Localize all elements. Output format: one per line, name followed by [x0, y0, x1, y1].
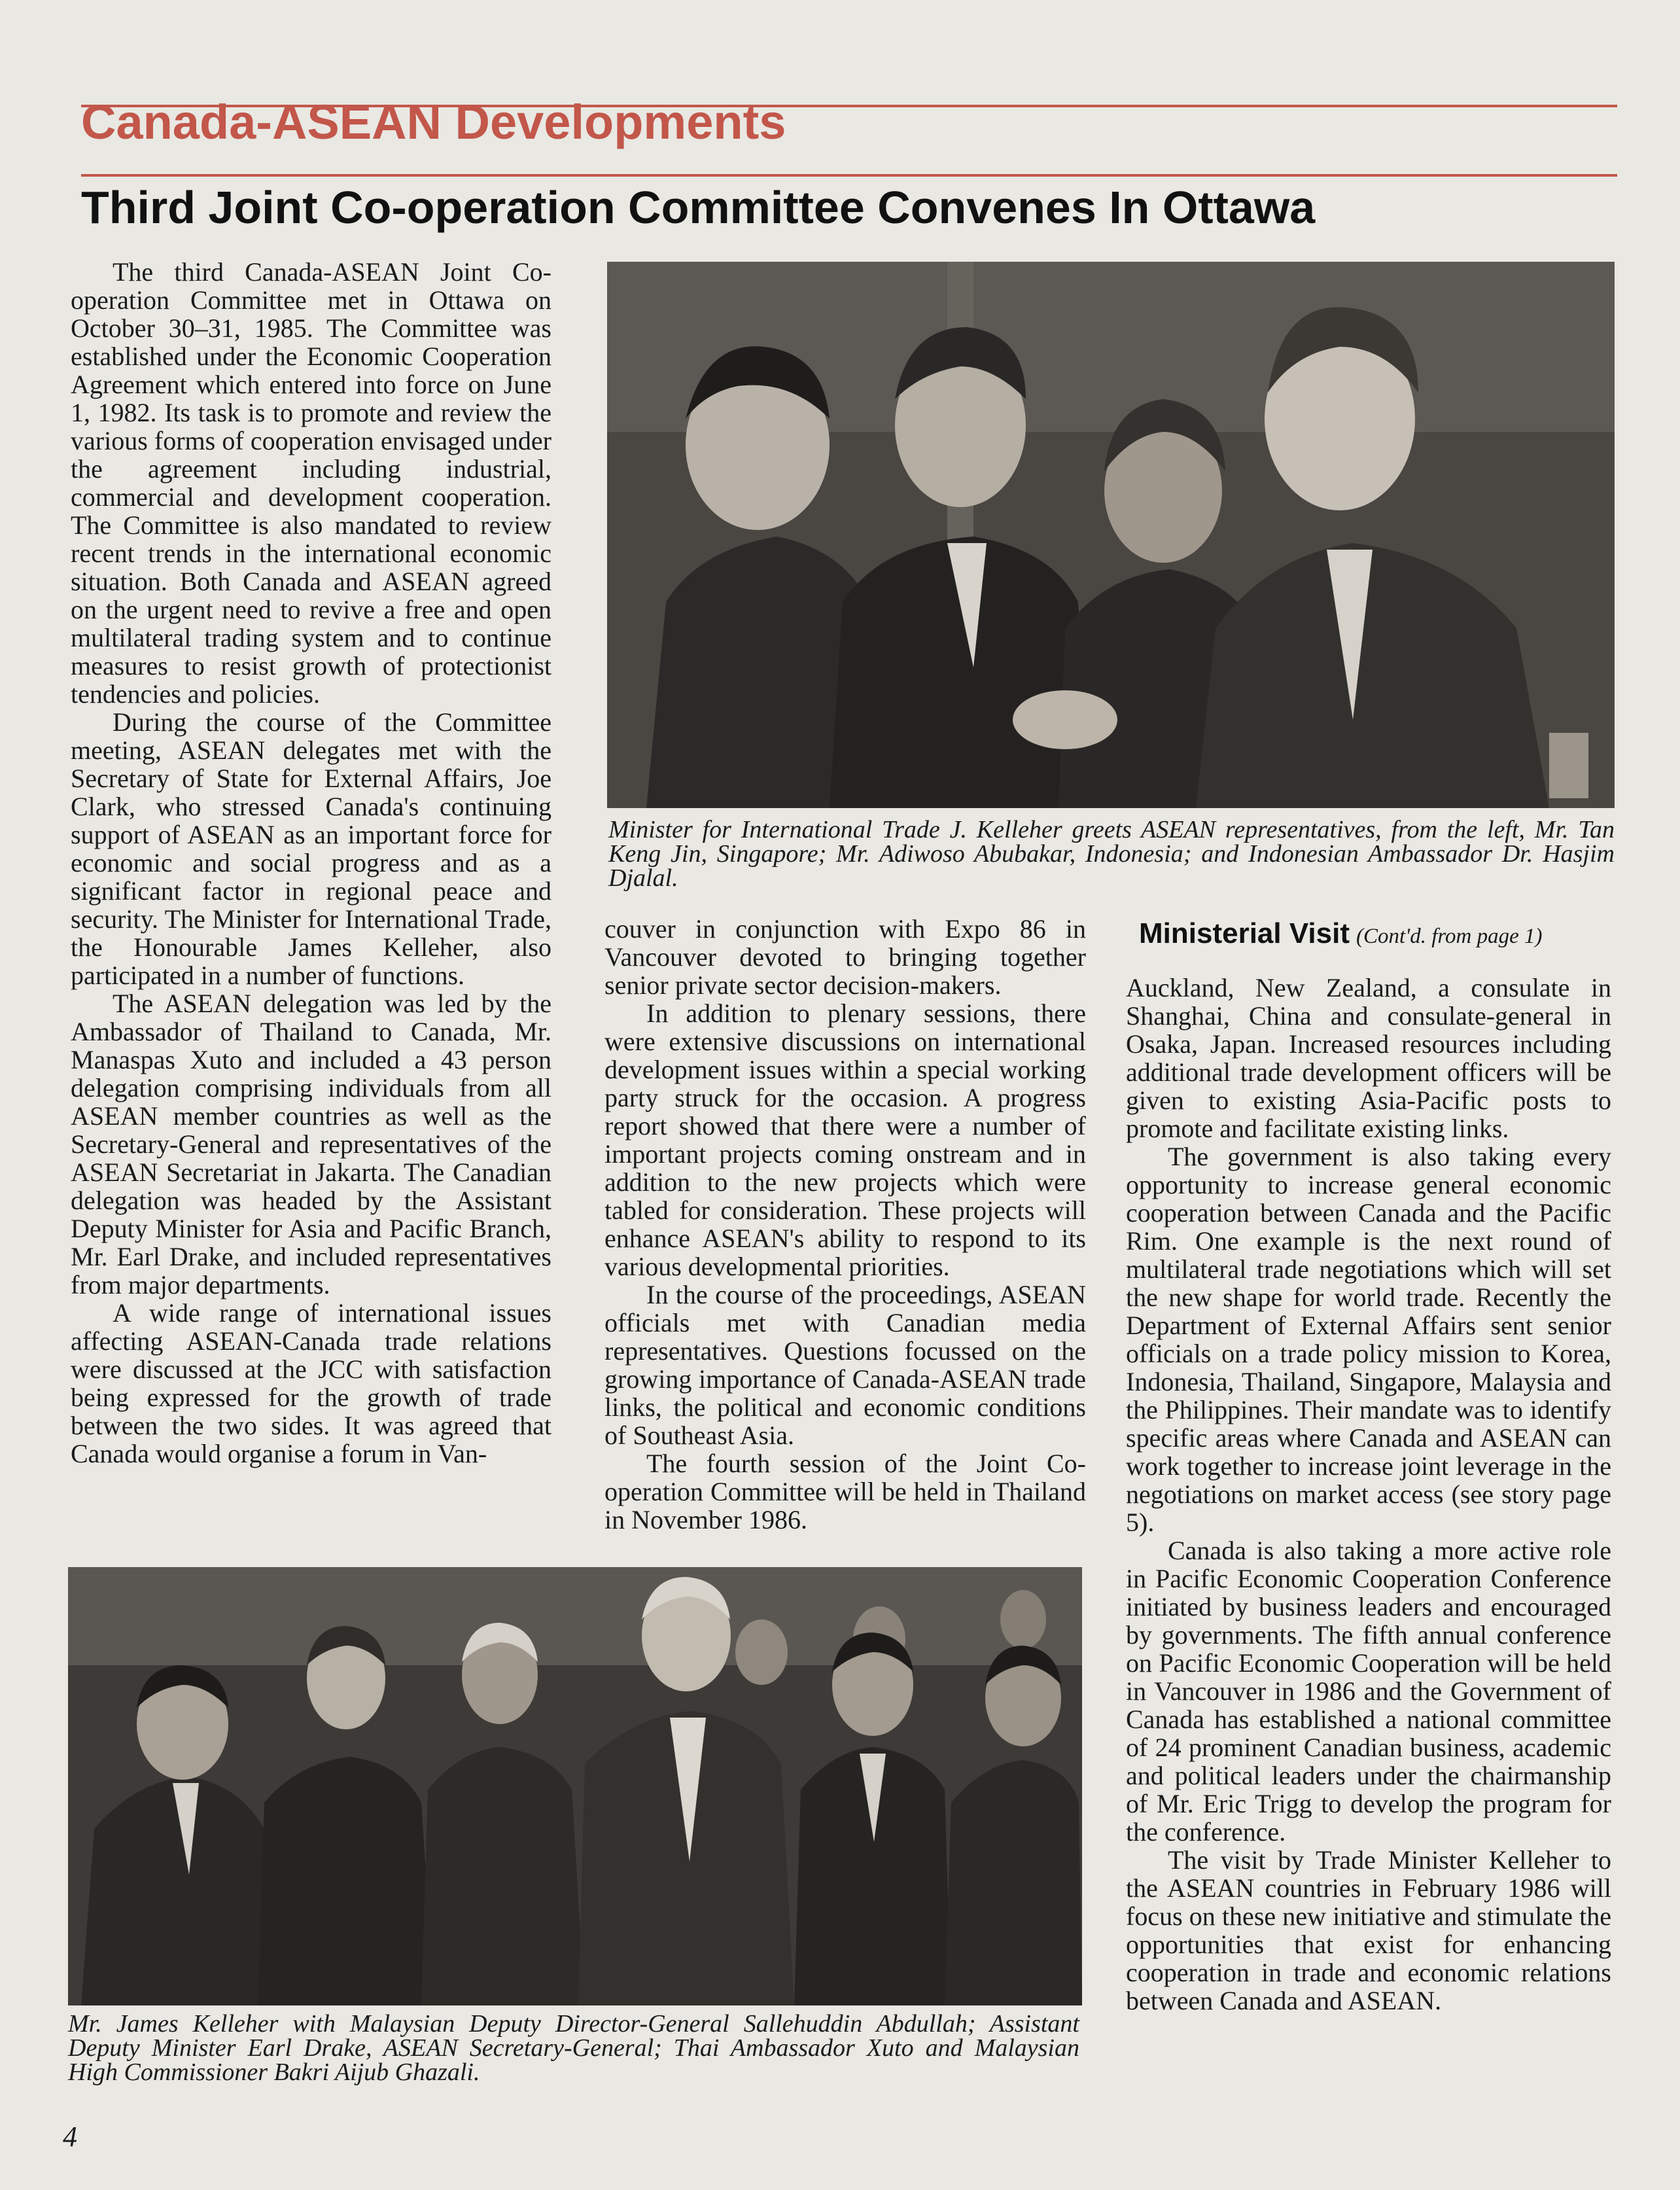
- article-paragraph: In the course of the proceedings, ASEAN officials met with Canadian media representatives. Questions focussed on the growing importance of Canada-ASEAN trade links, the political and economic conditions of Southeast Asia.: [604, 1280, 1086, 1450]
- article-paragraph: The fourth session of the Joint Co-operation Committee will be held in Thailand in November 1986.: [604, 1449, 1086, 1534]
- photo-caption-handshake: Minister for International Trade J. Kelleher greets ASEAN representatives, from the left, Mr. Tan Keng Jin, Singapore; Mr. Adiwoso Abubakar, Indonesia; and Indonesian Ambassador Dr. Hasjim Djalal.: [608, 816, 1615, 892]
- handshake-photo-image: [607, 262, 1615, 808]
- ministerial-paragraph: Canada is also taking a more active role in Pacific Economic Cooperation Conference initiated by business leaders and encouraged by governments. The fifth annual conference on Pacific Economic Cooperation will be held in Vancouver in 1986 and the Government of Canada has established a national committee of 24 prominent Canadian business, academic and political leaders under the chairmanship of Mr. Eric Trigg to develop the program for the conference.: [1126, 1536, 1611, 1846]
- group-photo-image: [68, 1567, 1082, 2005]
- section-title: Canada-ASEAN Developments: [81, 95, 786, 149]
- article-column-1: [71, 258, 551, 1468]
- article-paragraph: The third Canada-ASEAN Joint Co-operation Committee met in Ottawa on October 30–31, 1985. The Committee was established under the Economic Cooperation Agreement which entered into force on June 1, 1982. Its task is to promote and review the various forms of cooperation envisaged under the agreement including industrial, commercial and development cooperation. The Committee is also mandated to review recent trends in the international economic situation. Both Canada and ASEAN agreed on the urgent need to revive a free and open multilateral trading system and to continue measures to resist growth of protectionist tendencies and policies.: [71, 257, 551, 709]
- article-paragraph: A wide range of international issues affecting ASEAN-Canada trade relations were discussed at the JCC with satisfaction being expressed for the growth of trade between the two sides. It was agreed that Canada would organise a forum in Van-: [71, 1298, 551, 1468]
- ministerial-paragraph: Auckland, New Zealand, a consulate in Shanghai, China and consulate-general in Osaka, Japan. Increased resources including additional trade development officers will be given to existing Asia-Pacific posts to promote and facilitate existing links.: [1126, 973, 1611, 1143]
- photo-caption-group: Mr. James Kelleher with Malaysian Deputy Director-General Sallehuddin Abdullah; Assistant Deputy Minister Earl Drake, ASEAN Secretary-General; Thai Ambassador Xuto and Malaysian High Commissioner Bakri Aijub Ghazali.: [68, 2010, 1079, 2086]
- page-number: 4: [63, 2121, 77, 2153]
- article-paragraph: In addition to plenary sessions, there were extensive discussions on international development issues within a special working party struck for the occasion. A progress report showed that there were a number of important projects coming onstream and in addition to the new projects which were tabled for consideration. These projects will enhance ASEAN's ability to respond to its various developmental priorities.: [604, 998, 1086, 1281]
- ministerial-paragraph: The government is also taking every opportunity to increase general economic cooperation between Canada and the Pacific Rim. One example is the next round of multilateral trade negotiations which will set the new shape for world trade. Recently the Department of External Affairs sent senior officials on a trade policy mission to Korea, Indonesia, Thailand, Singapore, Malaysia and the Philippines. Their mandate was to identify specific areas where Canada and ASEAN can work together to increase joint leverage in the negotiations on market access (see story page 5).: [1126, 1142, 1611, 1537]
- article-paragraph: couver in conjunction with Expo 86 in Vancouver devoted to bringing together senior private sector decision-makers.: [604, 914, 1086, 1000]
- article-paragraph: The ASEAN delegation was led by the Ambassador of Thailand to Canada, Mr. Manaspas Xuto and included a 43 person delegation comprising individuals from all ASEAN member countries as well as the Secretary-General and representatives of the ASEAN Secretariat in Jakarta. The Canadian delegation was headed by the Assistant Deputy Minister for Asia and Pacific Branch, Mr. Earl Drake, and included representatives from major departments.: [71, 989, 551, 1299]
- ministerial-visit-column: [1126, 974, 1611, 2015]
- ministerial-paragraph: The visit by Trade Minister Kelleher to the ASEAN countries in February 1986 will focus on these new initiative and stimulate the opportunities that exist for enhancing cooperation in trade and economic relations between Canada and ASEAN.: [1126, 1845, 1611, 2015]
- ministerial-visit-heading: [1139, 919, 1542, 948]
- article-paragraph: During the course of the Committee meeting, ASEAN delegates met with the Secretary of State for External Affairs, Joe Clark, who stressed Canada's continuing support of ASEAN as an important force for economic and social progress and as a significant factor in regional peace and security. The Minister for International Trade, the Honourable James Kelleher, also participated in a number of functions.: [71, 707, 551, 990]
- continued-from-note: (Cont'd. from page 1): [1356, 925, 1543, 948]
- article-headline: Third Joint Co-operation Committee Convenes In Ottawa: [81, 182, 1316, 233]
- article-column-2: [604, 915, 1086, 1534]
- photo-handshake: [607, 262, 1615, 808]
- ministerial-visit-title: Ministerial Visit: [1139, 917, 1350, 949]
- section-rule-bottom: [81, 174, 1617, 177]
- photo-group: [68, 1567, 1082, 2005]
